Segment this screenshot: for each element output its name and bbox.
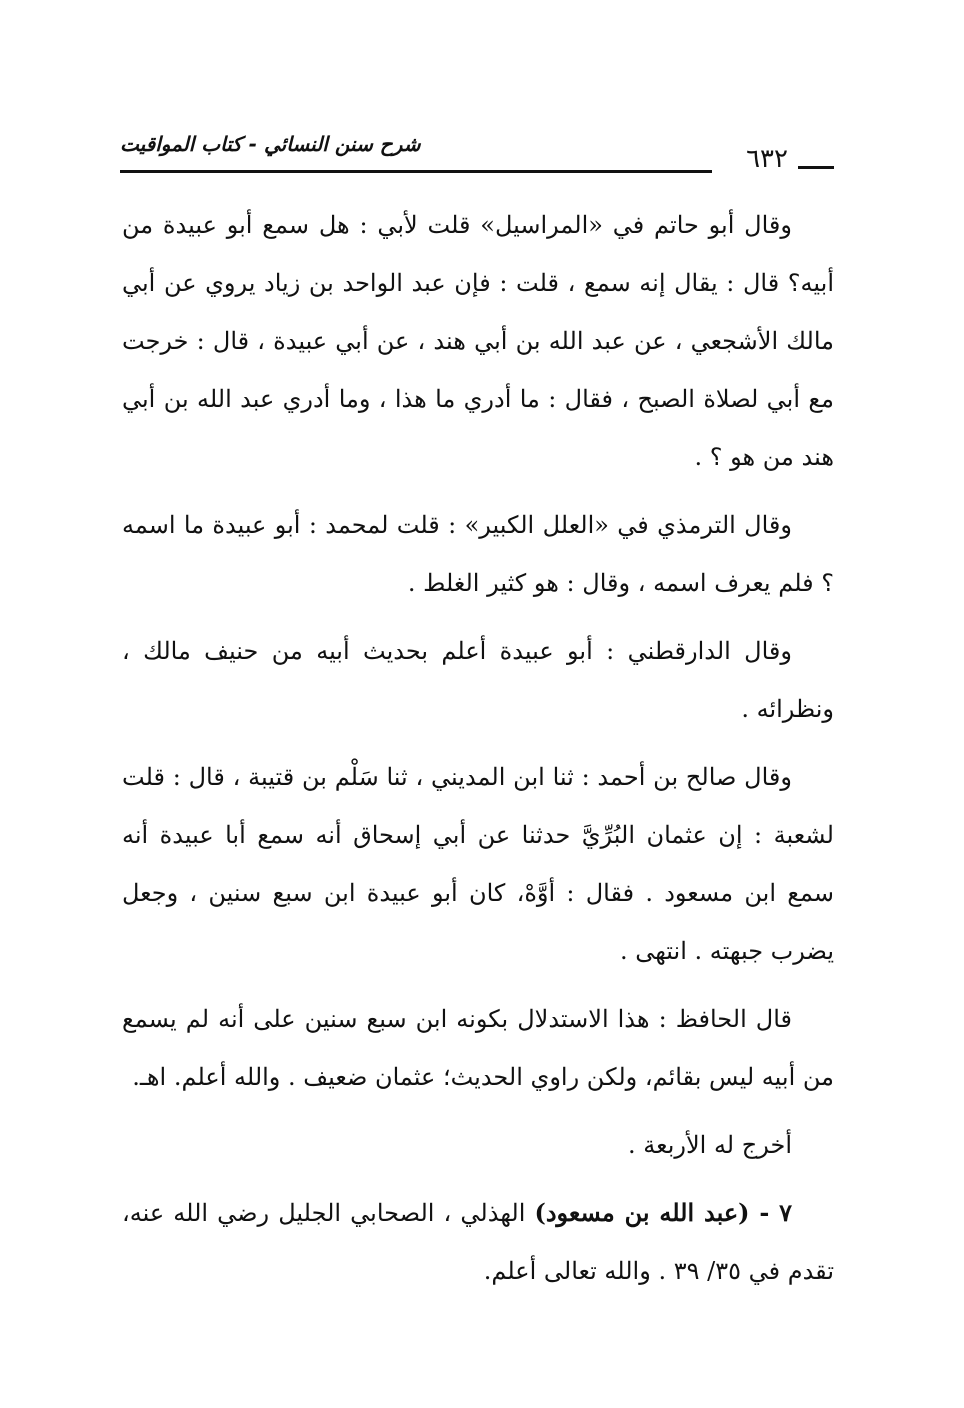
paragraph-abu-hatim: وقال أبو حاتم في «المراسيل» قلت لأبي : هل سمع أبو عبيدة من أبيه؟ قال : يقال إنه سمع ، قلت : فإن عبد الواحد بن زياد يروي عن أبي مالك الأشجعي ، عن عبد الله بن أبي هند ، عن أبي عبيدة ، قال : خرجت مع أبي لصلاة الصبح ، فقال : ما أدري ما هذا ، وما أدري عبد الله بن أبي هند من هو ؟ . [122, 211, 834, 471]
body-text [122, 196, 834, 1310]
paragraph-tirmidhi: وقال الترمذي في «العلل الكبير» : قلت لمحمد : أبو عبيدة ما اسمه ؟ فلم يعرف اسمه ، وقال : هو كثير الغلط . [122, 511, 834, 597]
entry-paragraph [122, 1184, 834, 1300]
entry-name: (عبد الله بن مسعود) [534, 1198, 750, 1227]
header-rule [120, 170, 712, 173]
paragraph-hafiz: قال الحافظ : هذا الاستدلال بكونه ابن سبع سنين على أنه لم يسمع من أبيه ليس بقائم، ولكن راوي الحديث؛ عثمان ضعيف . والله أعلم. اهـ. [122, 1005, 834, 1091]
page-number: ٦٣٢ [746, 144, 788, 174]
running-title: شرح سنن النسائي - كتاب المواقيت [120, 132, 421, 156]
entry-text: الهذلي ، الصحابي الجليل رضي الله عنه، تقدم في ٣٥/ ٣٩ . والله تعالى أعلم. [122, 1199, 834, 1285]
paragraph-daraqutni: وقال الدارقطني : أبو عبيدة أعلم بحديث أبيه من حنيف مالك ، ونظرائه . [122, 637, 834, 723]
page-number-dash [798, 166, 834, 169]
entry-number: ٧ - [749, 1198, 793, 1227]
paragraph-arbaa: أخرج له الأربعة . [627, 1131, 792, 1159]
paragraph-salih: وقال صالح بن أحمد : ثنا ابن المديني ، ثنا سَلْم بن قتيبة ، قال : قلت لشعبة : إن عثمان البُرِّيَّ حدثنا عن أبي إسحاق أنه سمع أبا عبيدة أنه سمع ابن مسعود . فقال : أوَّهْ، كان أبو عبيدة ابن سبع سنين ، وجعل يضرب جبهته . انتهى . [122, 763, 834, 965]
page-header [120, 128, 834, 184]
